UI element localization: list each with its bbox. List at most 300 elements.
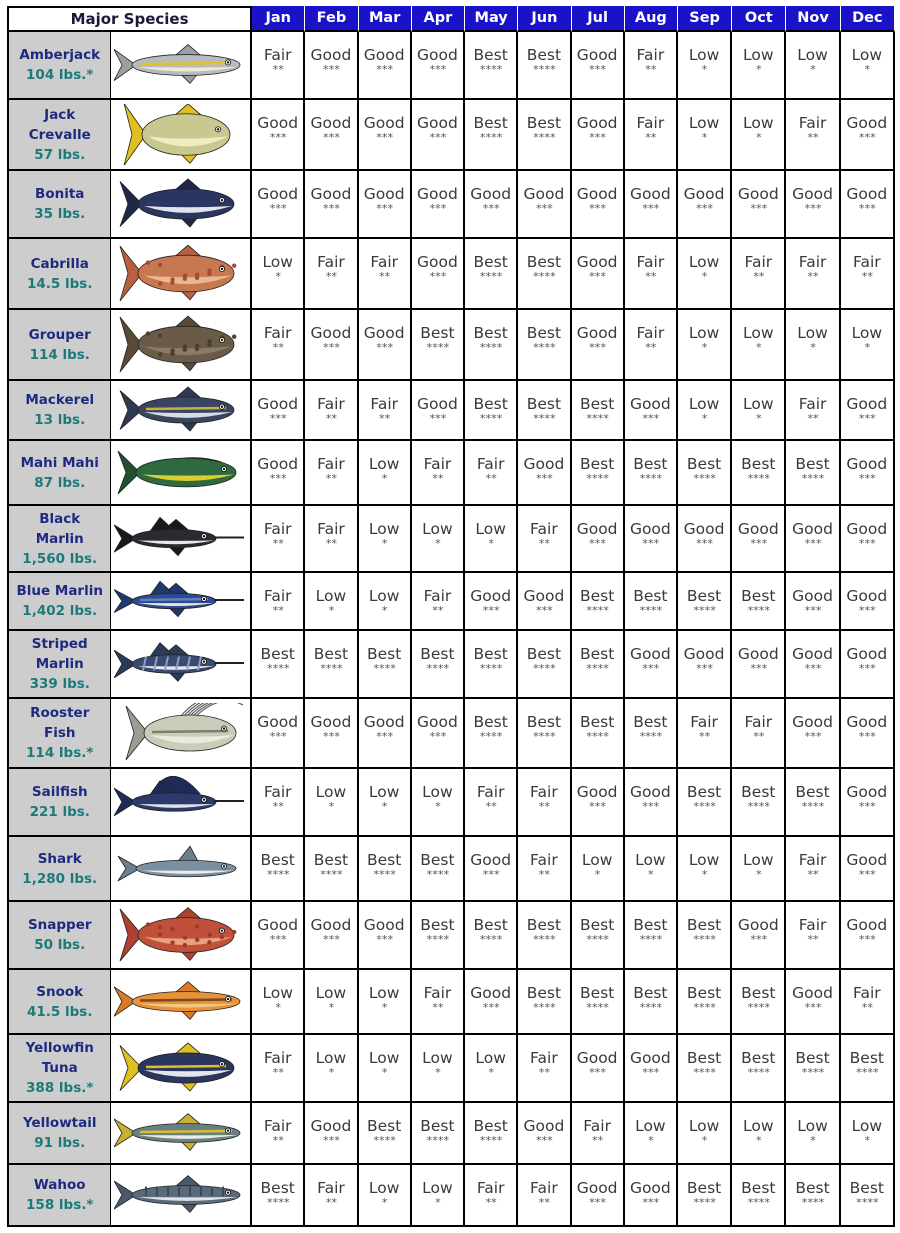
rating-stars: *** — [588, 341, 606, 354]
rating-cell-mar — [359, 1035, 412, 1103]
rating-label: Low — [262, 984, 293, 1002]
rating-cell-apr — [412, 1035, 465, 1103]
rating-cell-sep — [678, 239, 732, 310]
major-species-header: Major Species — [7, 6, 252, 32]
rating-stars: ** — [752, 270, 764, 283]
rating-cell-may — [465, 1035, 518, 1103]
rating-stars: ** — [698, 730, 710, 743]
rating-cell-jul — [572, 1165, 625, 1227]
rating-stars: **** — [319, 662, 343, 675]
rating-cell-aug — [625, 32, 678, 100]
rating-stars: **** — [479, 412, 502, 425]
rating-cell-sep — [678, 506, 732, 573]
rating-cell-sep — [678, 381, 732, 441]
rating-label: Good — [576, 1179, 618, 1197]
rating-stars: ** — [644, 270, 656, 283]
rating-label: Good — [846, 783, 888, 801]
rating-stars: ** — [538, 1066, 550, 1079]
rating-cell-nov — [786, 1165, 840, 1227]
rating-label: Low — [688, 114, 720, 132]
rating-label: Fair — [263, 520, 292, 538]
species-name-cell — [7, 902, 111, 970]
rating-label: Fair — [263, 783, 292, 801]
rating-stars: **** — [426, 341, 449, 354]
rating-label: Good — [792, 520, 833, 538]
rating-cell-dec — [841, 310, 895, 381]
rating-label: Best — [526, 645, 562, 663]
jack-crevalle-icon — [111, 104, 250, 165]
rating-stars: * — [594, 868, 600, 881]
rating-stars: **** — [855, 1196, 879, 1209]
rating-label: Fair — [263, 587, 292, 605]
rating-label: Good — [846, 520, 888, 538]
rating-label: Good — [846, 851, 888, 869]
species-name: Striped — [31, 636, 88, 652]
rating-cell-may — [465, 506, 518, 573]
amberjack-icon — [111, 36, 250, 94]
rating-cell-oct — [732, 573, 786, 631]
rating-cell-apr — [412, 970, 465, 1035]
rating-stars: ** — [378, 412, 390, 425]
rating-stars: *** — [858, 131, 876, 144]
species-name: Yellowfin — [25, 1040, 94, 1056]
rating-label: Fair — [317, 1179, 345, 1197]
rating-label: Low — [368, 1179, 400, 1197]
rating-stars: *** — [269, 933, 287, 946]
rating-stars: *** — [749, 662, 767, 675]
rating-cell-apr — [412, 631, 465, 699]
species-name-cell — [7, 441, 111, 506]
rating-stars: *** — [428, 270, 446, 283]
rating-label: Low — [688, 324, 720, 342]
rating-cell-nov — [786, 239, 840, 310]
rating-stars: * — [434, 1066, 441, 1079]
rating-label: Good — [846, 713, 888, 731]
rating-stars: **** — [479, 131, 502, 144]
rating-stars: ** — [538, 800, 550, 813]
rating-label: Good — [310, 713, 352, 731]
rating-label: Best — [579, 984, 615, 1002]
rating-stars: **** — [319, 868, 343, 881]
rating-cell-mar — [359, 310, 412, 381]
rating-cell-oct — [732, 32, 786, 100]
rating-stars: ** — [861, 270, 873, 283]
species-row — [7, 769, 895, 837]
rating-stars: **** — [266, 868, 289, 881]
rating-stars: ** — [272, 537, 284, 550]
rating-stars: *** — [375, 63, 393, 76]
rating-cell-dec — [841, 769, 895, 837]
rating-cell-aug — [625, 381, 678, 441]
rating-stars: ** — [325, 472, 337, 485]
rating-stars: ** — [644, 341, 656, 354]
rating-label: Low — [475, 1049, 506, 1067]
species-name-cell — [7, 239, 111, 310]
rating-stars: *** — [375, 730, 393, 743]
rating-cell-sep — [678, 171, 732, 239]
rating-stars: *** — [858, 933, 876, 946]
rating-cell-oct — [732, 769, 786, 837]
rating-cell-may — [465, 631, 518, 699]
rating-label: Good — [846, 185, 888, 203]
species-calendar — [7, 6, 895, 1227]
rating-label: Low — [315, 984, 347, 1002]
rating-label: Good — [470, 587, 512, 605]
rating-cell-dec — [841, 573, 895, 631]
sailfish-icon — [111, 773, 250, 831]
species-image-cell — [111, 32, 252, 100]
rating-cell-dec — [841, 902, 895, 970]
rating-cell-jul — [572, 32, 625, 100]
species-image-cell — [111, 1103, 252, 1165]
rating-cell-jan — [252, 699, 305, 769]
rating-label: Good — [363, 324, 405, 342]
rating-stars: * — [381, 472, 387, 485]
rating-cell-nov — [786, 631, 840, 699]
rating-stars: ** — [485, 1196, 497, 1209]
rating-stars: *** — [428, 412, 446, 425]
rating-stars: * — [381, 1196, 387, 1209]
rating-cell-jul — [572, 631, 625, 699]
rating-label: Best — [795, 783, 830, 801]
rating-stars: ** — [806, 868, 819, 881]
species-name-cell — [7, 32, 111, 100]
rating-cell-feb — [305, 381, 358, 441]
rating-stars: **** — [692, 472, 716, 485]
rating-label: Best — [633, 587, 668, 605]
rating-label: Best — [473, 1117, 508, 1135]
rating-label: Low — [262, 253, 293, 271]
rating-stars: *** — [269, 472, 287, 485]
rating-stars: **** — [801, 472, 824, 485]
rating-stars: **** — [426, 868, 449, 881]
wahoo-icon — [111, 1169, 250, 1221]
rating-stars: *** — [641, 202, 659, 215]
rating-stars: *** — [858, 800, 876, 813]
species-name: Black — [39, 510, 81, 527]
species-record-weight: 91 lbs. — [34, 1135, 86, 1151]
rating-label: Best — [420, 645, 455, 663]
rating-label: Best — [473, 713, 508, 731]
rating-stars: *** — [535, 1134, 553, 1147]
rating-stars: *** — [749, 537, 767, 550]
rating-label: Best — [633, 984, 668, 1002]
rating-cell-mar — [359, 699, 412, 769]
rating-cell-jul — [572, 310, 625, 381]
rating-stars: **** — [747, 1001, 770, 1014]
rating-cell-may — [465, 1103, 518, 1165]
species-name: Fish — [43, 725, 76, 741]
rating-cell-nov — [786, 1103, 840, 1165]
rating-label: Best — [473, 114, 508, 132]
month-header-mar: Mar — [359, 6, 412, 32]
rating-cell-apr — [412, 573, 465, 631]
species-name-cell — [7, 1035, 111, 1103]
rating-stars: *** — [695, 662, 713, 675]
rating-cell-mar — [359, 381, 412, 441]
rating-cell-nov — [786, 32, 840, 100]
species-record-weight: 57 lbs. — [34, 146, 86, 163]
rating-cell-sep — [678, 100, 732, 171]
rating-label: Good — [417, 185, 458, 203]
rating-stars: *** — [322, 202, 340, 215]
rating-label: Best — [579, 587, 615, 605]
rating-label: Best — [741, 1049, 776, 1067]
species-row — [7, 1165, 895, 1227]
species-image-cell — [111, 970, 252, 1035]
rating-cell-mar — [359, 573, 412, 631]
rating-label: Good — [363, 46, 405, 64]
rating-label: Fair — [583, 1117, 611, 1135]
rating-label: Fair — [636, 324, 665, 342]
rating-label: Good — [310, 114, 352, 132]
rating-stars: * — [755, 868, 762, 881]
rating-stars: *** — [588, 202, 606, 215]
rating-cell-jan — [252, 902, 305, 970]
rating-cell-mar — [359, 32, 412, 100]
rating-label: Best — [526, 395, 562, 413]
rating-stars: * — [809, 341, 816, 354]
rating-cell-sep — [678, 769, 732, 837]
rating-stars: *** — [641, 800, 659, 813]
species-name-cell — [7, 1165, 111, 1227]
cabrilla-icon — [111, 243, 250, 304]
rating-stars: **** — [692, 1196, 716, 1209]
rating-cell-dec — [841, 32, 895, 100]
rating-cell-jul — [572, 239, 625, 310]
rating-label: Fair — [263, 324, 292, 342]
rating-stars: ** — [325, 412, 337, 425]
rating-stars: **** — [479, 341, 502, 354]
rating-stars: **** — [479, 730, 502, 743]
rating-stars: *** — [858, 868, 876, 881]
rating-label: Good — [417, 46, 458, 64]
rating-stars: *** — [375, 202, 393, 215]
rating-stars: **** — [532, 933, 556, 946]
rating-stars: * — [381, 1001, 387, 1014]
rating-stars: **** — [801, 800, 824, 813]
rating-label: Low — [368, 984, 400, 1002]
species-record-weight: 87 lbs. — [34, 474, 86, 491]
species-name: Tuna — [41, 1060, 78, 1076]
rating-stars: **** — [692, 933, 716, 946]
rating-stars: ** — [538, 868, 550, 881]
rating-stars: *** — [695, 537, 713, 550]
rating-stars: *** — [322, 933, 340, 946]
rating-stars: **** — [532, 730, 556, 743]
rating-label: Low — [368, 455, 400, 473]
rating-cell-dec — [841, 970, 895, 1035]
rating-cell-aug — [625, 573, 678, 631]
rating-cell-nov — [786, 769, 840, 837]
rating-label: Best — [686, 916, 722, 934]
rating-cell-jun — [518, 32, 571, 100]
species-row — [7, 1103, 895, 1165]
rating-cell-jun — [518, 100, 571, 171]
rating-label: Good — [629, 185, 671, 203]
rating-label: Fair — [476, 783, 505, 801]
rating-label: Low — [688, 1117, 720, 1135]
rating-label: Best — [420, 324, 455, 342]
rating-cell-jul — [572, 769, 625, 837]
rating-cell-jul — [572, 970, 625, 1035]
rating-cell-feb — [305, 32, 358, 100]
rating-label: Good — [523, 455, 565, 473]
rating-label: Good — [846, 395, 888, 413]
rating-stars: *** — [535, 472, 553, 485]
rating-stars: ** — [325, 1196, 337, 1209]
rating-cell-apr — [412, 239, 465, 310]
rating-cell-feb — [305, 1035, 358, 1103]
rating-stars: * — [755, 131, 762, 144]
rating-cell-apr — [412, 441, 465, 506]
rating-cell-aug — [625, 506, 678, 573]
rating-label: Good — [792, 645, 833, 663]
rating-label: Best — [526, 916, 562, 934]
rating-label: Fair — [798, 916, 827, 934]
species-image-cell — [111, 902, 252, 970]
rating-label: Fair — [798, 114, 827, 132]
rating-stars: * — [701, 868, 707, 881]
rating-stars: * — [701, 1134, 707, 1147]
rating-stars: *** — [588, 537, 606, 550]
rating-cell-jun — [518, 506, 571, 573]
species-name: Wahoo — [33, 1177, 86, 1193]
rating-label: Best — [420, 916, 455, 934]
rating-stars: ** — [644, 131, 656, 144]
rating-label: Good — [629, 520, 671, 538]
rating-label: Best — [741, 587, 776, 605]
species-name: Crevalle — [28, 126, 91, 143]
rating-stars: *** — [588, 800, 606, 813]
rating-label: Best — [633, 455, 668, 473]
header-row — [7, 6, 895, 32]
month-header-oct: Oct — [732, 6, 786, 32]
rating-label: Fair — [690, 713, 718, 731]
rating-label: Fair — [423, 455, 452, 473]
rating-stars: **** — [372, 662, 396, 675]
rating-label: Good — [846, 587, 888, 605]
rating-stars: *** — [588, 63, 606, 76]
rating-cell-feb — [305, 310, 358, 381]
species-record-weight: 50 lbs. — [34, 937, 86, 953]
rating-stars: * — [434, 1196, 441, 1209]
species-name: Cabrilla — [30, 255, 89, 272]
rating-stars: * — [647, 1134, 654, 1147]
rating-label: Good — [576, 46, 618, 64]
black-marlin-icon — [111, 510, 250, 567]
rating-label: Best — [579, 713, 615, 731]
rating-stars: **** — [585, 412, 609, 425]
rating-cell-may — [465, 573, 518, 631]
rating-label: Fair — [798, 851, 827, 869]
rating-label: Best — [795, 1049, 830, 1067]
rating-cell-sep — [678, 32, 732, 100]
mackerel-icon — [111, 385, 250, 435]
species-row — [7, 837, 895, 902]
species-image-cell — [111, 100, 252, 171]
rating-label: Best — [686, 984, 722, 1002]
rating-label: Best — [526, 324, 562, 342]
species-name: Sailfish — [31, 784, 88, 800]
rating-label: Good — [310, 185, 352, 203]
rating-label: Good — [523, 185, 565, 203]
rating-stars: *** — [269, 730, 287, 743]
species-name-cell — [7, 769, 111, 837]
rating-stars: * — [701, 412, 707, 425]
rating-label: Best — [741, 1179, 776, 1197]
rating-label: Low — [797, 324, 828, 342]
rating-label: Fair — [636, 253, 665, 271]
rating-stars: * — [809, 1134, 816, 1147]
rating-cell-oct — [732, 1103, 786, 1165]
rating-cell-nov — [786, 381, 840, 441]
rating-label: Low — [688, 253, 720, 271]
rating-cell-feb — [305, 970, 358, 1035]
rating-label: Good — [576, 185, 618, 203]
rating-stars: * — [434, 800, 441, 813]
rating-label: Best — [686, 1179, 722, 1197]
rating-label: Good — [417, 713, 458, 731]
rating-label: Fair — [263, 1049, 292, 1067]
rating-label: Good — [417, 395, 458, 413]
rating-cell-dec — [841, 441, 895, 506]
rating-cell-jan — [252, 310, 305, 381]
rating-cell-oct — [732, 310, 786, 381]
species-record-weight: 1,402 lbs. — [22, 603, 98, 619]
rating-label: Best — [686, 1049, 722, 1067]
rating-stars: * — [755, 412, 762, 425]
rating-label: Best — [313, 851, 349, 869]
rating-label: Fair — [317, 520, 345, 538]
rating-label: Best — [260, 1179, 295, 1197]
rating-label: Low — [422, 783, 453, 801]
species-image-cell — [111, 837, 252, 902]
species-row — [7, 171, 895, 239]
rating-label: Best — [795, 1179, 830, 1197]
rating-cell-aug — [625, 699, 678, 769]
rating-label: Good — [792, 185, 833, 203]
rating-label: Good — [683, 645, 725, 663]
rating-stars: *** — [428, 730, 446, 743]
rating-label: Best — [473, 645, 508, 663]
rating-cell-mar — [359, 171, 412, 239]
rating-cell-feb — [305, 1103, 358, 1165]
rating-label: Best — [473, 324, 508, 342]
rating-label: Good — [737, 185, 779, 203]
rating-cell-mar — [359, 902, 412, 970]
rating-label: Fair — [370, 253, 399, 271]
rating-label: Best — [849, 1179, 884, 1197]
rating-label: Low — [475, 520, 506, 538]
rating-stars: *** — [535, 202, 553, 215]
rating-stars: * — [328, 1066, 334, 1079]
rating-cell-jul — [572, 699, 625, 769]
rating-label: Good — [683, 520, 725, 538]
rating-stars: **** — [639, 604, 662, 617]
rating-stars: **** — [692, 1066, 716, 1079]
species-image-cell — [111, 441, 252, 506]
rating-cell-jul — [572, 1035, 625, 1103]
rating-label: Fair — [744, 253, 773, 271]
rating-stars: *** — [588, 1066, 606, 1079]
rating-stars: ** — [485, 472, 497, 485]
rating-stars: *** — [804, 202, 821, 215]
rating-stars: ** — [806, 412, 819, 425]
rating-label: Best — [686, 455, 722, 473]
rating-label: Fair — [636, 114, 665, 132]
rating-cell-feb — [305, 769, 358, 837]
